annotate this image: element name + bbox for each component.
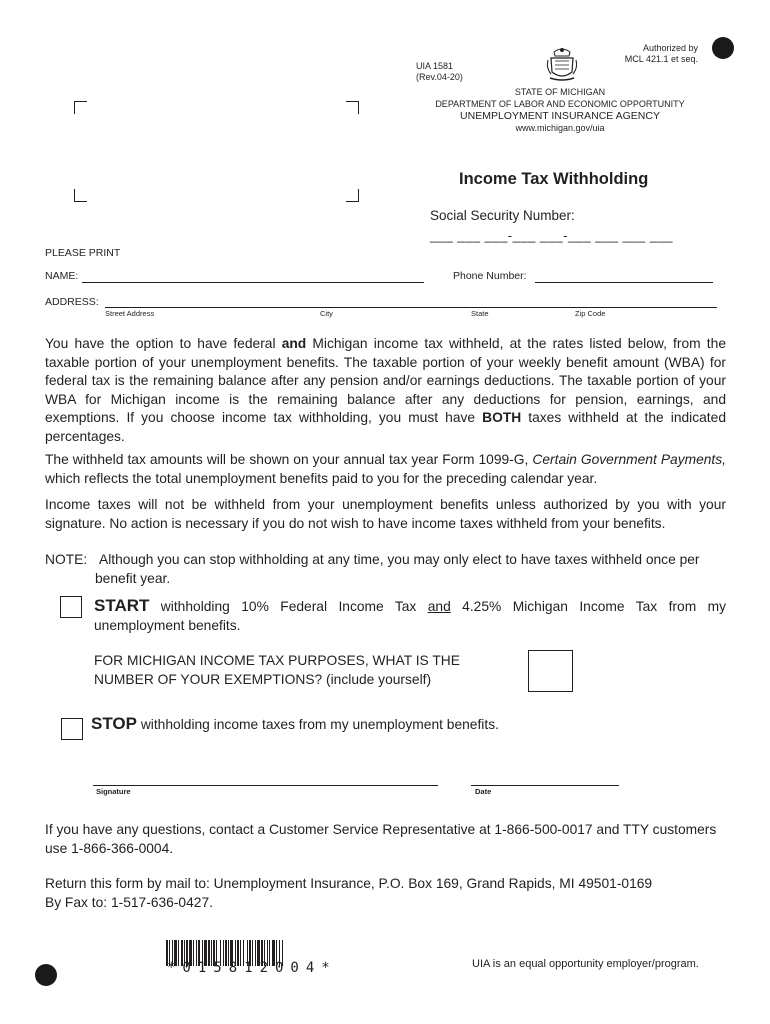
intro-paragraph: You have the option to have federal and Michigan income tax withheld, at the rates listed below, from the taxable portion of your unemployment benefits. The taxable portion of your weekly benefit amount (WBA) for federal tax is the remaining balance after any pension and/or earnings deductions. The taxable portion of your WBA for Michigan income is the remaining balance after any deductions for pension, earnings, and exemptions. If you choose income tax withholding, you must have BOTH taxes withheld at the indicated percentages. [45, 336, 726, 444]
barcode-text: *015812004* [167, 960, 337, 976]
phone-input[interactable] [535, 282, 713, 283]
state-seal-icon [545, 46, 579, 82]
agency-name: UNEMPLOYMENT INSURANCE AGENCY [460, 110, 660, 122]
exemptions-line-2: NUMBER OF YOUR EXEMPTIONS? (include yourself) [94, 671, 432, 687]
return-instructions [45, 875, 745, 912]
corner-mark-bottom-left [74, 189, 87, 202]
contact-paragraph: If you have any questions, contact a Customer Service Representative at 1-866-500-0017 and TTY customers use 1-866-366-0004. [45, 822, 717, 856]
equal-opportunity-statement: UIA is an equal opportunity employer/program. [472, 958, 699, 970]
registration-mark-top [712, 37, 734, 59]
start-option-text: START withholding 10% Federal Income Tax and 4.25% Michigan Income Tax from my unemployment benefits. [94, 596, 726, 633]
state-name: STATE OF MICHIGAN [514, 87, 606, 97]
date-caption: Date [475, 787, 492, 796]
form-1099g-paragraph: The withheld tax amounts will be shown on your annual tax year Form 1099-G, Certain Government Payments, which reflects the total unemployment benefits paid to you for the preceding calendar year. [45, 452, 726, 486]
start-checkbox[interactable] [60, 596, 82, 618]
authorization-paragraph: Income taxes will not be withheld from your unemployment benefits unless authorized by you with your signature. No action is necessary if you do not wish to have income taxes withheld from your benefits. [45, 497, 726, 531]
agency-website: www.michigan.gov/uia [515, 123, 605, 133]
agency-block [420, 86, 700, 134]
address-input[interactable] [105, 307, 717, 308]
note-label: NOTE: [45, 552, 88, 567]
phone-label: Phone Number: [453, 270, 527, 282]
corner-mark-bottom-right [346, 189, 359, 202]
form-number-block [416, 61, 463, 83]
signature-input[interactable] [93, 785, 438, 786]
department-name: DEPARTMENT OF LABOR AND ECONOMIC OPPORTUNITY [435, 99, 685, 109]
return-fax-line: By Fax to: 1-517-636-0427. [45, 894, 213, 910]
stop-keyword: STOP [91, 714, 137, 733]
please-print-label: PLEASE PRINT [45, 247, 121, 259]
exemptions-line-1: FOR MICHIGAN INCOME TAX PURPOSES, WHAT IS THE [94, 653, 460, 668]
return-mail-line: Return this form by mail to: Unemployment Insurance, P.O. Box 169, Grand Rapids, MI 49501-0169 [45, 876, 653, 891]
authorized-line-1: Authorized by [642, 43, 698, 53]
exemptions-input[interactable] [528, 650, 573, 692]
stop-checkbox[interactable] [61, 718, 83, 740]
authorization-note [600, 43, 698, 65]
authorized-line-2: MCL 421.1 et seq. [624, 54, 698, 64]
form-number: UIA 1581 [416, 61, 454, 71]
start-keyword: START [94, 596, 150, 615]
form-title: Income Tax Withholding [459, 170, 649, 188]
address-zip-caption: Zip Code [575, 309, 606, 318]
address-city-caption: City [320, 309, 333, 318]
address-street-caption: Street Address [105, 309, 155, 318]
address-state-caption: State [471, 309, 489, 318]
ssn-label: Social Security Number: [430, 208, 575, 223]
corner-mark-top-left [74, 101, 87, 114]
signature-caption: Signature [96, 787, 131, 796]
exemptions-question [94, 652, 524, 689]
note-text: Although you can stop withholding at any time, you may only elect to have taxes withheld once per benefit year. [95, 552, 700, 586]
name-label: NAME: [45, 270, 79, 282]
date-input[interactable] [471, 785, 619, 786]
form-revision: (Rev.04-20) [416, 72, 463, 82]
name-input[interactable] [82, 282, 424, 283]
registration-mark-bottom [35, 964, 57, 986]
corner-mark-top-right [346, 101, 359, 114]
stop-option-text: STOP withholding income taxes from my unemployment benefits. [91, 714, 499, 733]
ssn-input[interactable]: ___ ___ ___-___ ___-___ ___ ___ ___ [430, 228, 674, 243]
address-label: ADDRESS: [45, 296, 99, 308]
